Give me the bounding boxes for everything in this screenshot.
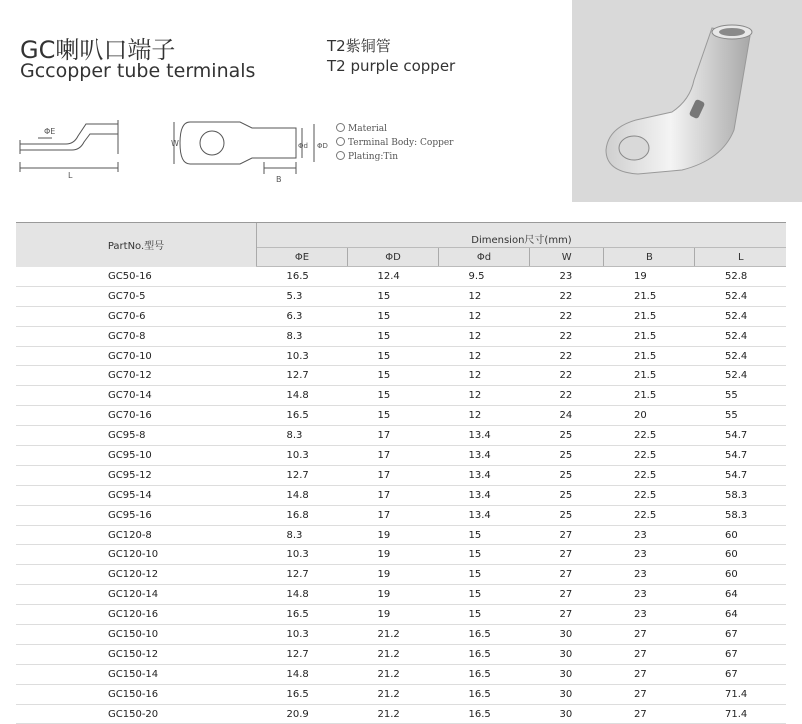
dimension-cell: 60 bbox=[695, 565, 786, 585]
dimension-cell: 23 bbox=[604, 585, 695, 605]
part-number-cell: GC150-12 bbox=[16, 644, 257, 664]
part-number-cell: GC70-8 bbox=[16, 326, 257, 346]
dimension-cell: 54.7 bbox=[695, 426, 786, 446]
dimension-cell: 12 bbox=[439, 386, 530, 406]
part-number-cell: GC70-14 bbox=[16, 386, 257, 406]
dimension-cell: 27 bbox=[530, 585, 604, 605]
table-row bbox=[16, 505, 786, 525]
dimension-cell: 16.5 bbox=[439, 684, 530, 704]
dimension-cell: 21.5 bbox=[604, 386, 695, 406]
dimension-cell: 16.8 bbox=[257, 505, 348, 525]
dimension-cell: 67 bbox=[695, 625, 786, 645]
dimension-cell: 15 bbox=[439, 565, 530, 585]
dimension-cell: 21.5 bbox=[604, 306, 695, 326]
dimension-cell: 52.4 bbox=[695, 346, 786, 366]
part-number-cell: GC150-14 bbox=[16, 664, 257, 684]
dimension-cell: 30 bbox=[530, 625, 604, 645]
dimension-cell: 52.4 bbox=[695, 286, 786, 306]
table-row bbox=[16, 426, 786, 446]
dimension-cell: 54.7 bbox=[695, 465, 786, 485]
dimension-cell: 21.2 bbox=[348, 664, 439, 684]
dimension-cell: 27 bbox=[530, 545, 604, 565]
dimension-cell: 27 bbox=[530, 565, 604, 585]
part-number-header: PartNo.型号 bbox=[16, 223, 257, 267]
table-row bbox=[16, 644, 786, 664]
part-number-cell: GC95-16 bbox=[16, 505, 257, 525]
dimension-cell: 25 bbox=[530, 465, 604, 485]
dimension-cell: 15 bbox=[439, 525, 530, 545]
table-row bbox=[16, 267, 786, 287]
dimension-cell: 52.4 bbox=[695, 306, 786, 326]
dimension-cell: 15 bbox=[439, 545, 530, 565]
copper-lug-image bbox=[572, 0, 802, 202]
column-header: ΦD bbox=[348, 248, 439, 267]
dimension-cell: 23 bbox=[604, 525, 695, 545]
dimension-cell: 15 bbox=[348, 366, 439, 386]
dimension-cell: 22.5 bbox=[604, 485, 695, 505]
dimension-cell: 55 bbox=[695, 386, 786, 406]
dimension-cell: 19 bbox=[604, 267, 695, 287]
dimension-cell: 25 bbox=[530, 485, 604, 505]
dimension-cell: 17 bbox=[348, 426, 439, 446]
dimension-cell: 52.4 bbox=[695, 366, 786, 386]
table-row bbox=[16, 386, 786, 406]
dimension-cell: 13.4 bbox=[439, 485, 530, 505]
dimension-cell: 67 bbox=[695, 664, 786, 684]
dimension-cell: 23 bbox=[604, 565, 695, 585]
dimension-cell: 22 bbox=[530, 386, 604, 406]
label-W: W bbox=[171, 139, 179, 148]
dimension-cell: 14.8 bbox=[257, 585, 348, 605]
dimension-cell: 23 bbox=[530, 267, 604, 287]
dimension-cell: 13.4 bbox=[439, 465, 530, 485]
dimension-cell: 16.5 bbox=[257, 406, 348, 426]
dimension-cell: 6.3 bbox=[257, 306, 348, 326]
column-header: ΦE bbox=[257, 248, 348, 267]
dimension-cell: 16.5 bbox=[439, 664, 530, 684]
part-number-cell: GC120-10 bbox=[16, 545, 257, 565]
part-number-cell: GC120-12 bbox=[16, 565, 257, 585]
table-row bbox=[16, 446, 786, 466]
dimension-cell: 22.5 bbox=[604, 426, 695, 446]
label-phiD: ΦD bbox=[317, 142, 328, 150]
dimension-cell: 67 bbox=[695, 644, 786, 664]
dimension-cell: 60 bbox=[695, 525, 786, 545]
dimension-cell: 12.7 bbox=[257, 565, 348, 585]
dimension-cell: 27 bbox=[604, 704, 695, 724]
table-row bbox=[16, 565, 786, 585]
part-number-cell: GC95-10 bbox=[16, 446, 257, 466]
dimension-cell: 12 bbox=[439, 366, 530, 386]
dimension-cell: 24 bbox=[530, 406, 604, 426]
dimension-cell: 12.7 bbox=[257, 465, 348, 485]
side-view-drawing bbox=[16, 110, 146, 180]
dimension-cell: 17 bbox=[348, 485, 439, 505]
dimension-cell: 19 bbox=[348, 585, 439, 605]
dimension-cell: 22 bbox=[530, 286, 604, 306]
part-number-cell: GC70-10 bbox=[16, 346, 257, 366]
dimension-cell: 12.4 bbox=[348, 267, 439, 287]
dimension-cell: 8.3 bbox=[257, 326, 348, 346]
top-view-drawing bbox=[168, 112, 333, 187]
dimension-cell: 10.3 bbox=[257, 346, 348, 366]
dimension-cell: 15 bbox=[348, 406, 439, 426]
column-header: W bbox=[530, 248, 604, 267]
dimension-cell: 5.3 bbox=[257, 286, 348, 306]
dimension-cell: 10.3 bbox=[257, 545, 348, 565]
dimension-cell: 25 bbox=[530, 446, 604, 466]
dimension-cell: 58.3 bbox=[695, 485, 786, 505]
table-row bbox=[16, 406, 786, 426]
spec-material: Material bbox=[336, 122, 453, 136]
dimension-cell: 25 bbox=[530, 426, 604, 446]
table-row bbox=[16, 605, 786, 625]
dimension-cell: 16.5 bbox=[439, 704, 530, 724]
dimension-cell: 10.3 bbox=[257, 446, 348, 466]
table-row bbox=[16, 525, 786, 545]
label-phiE: ΦE bbox=[44, 127, 56, 136]
dimension-cell: 16.5 bbox=[257, 684, 348, 704]
part-number-cell: GC95-14 bbox=[16, 485, 257, 505]
bullet-icon bbox=[336, 137, 345, 146]
dimension-cell: 13.4 bbox=[439, 446, 530, 466]
dimension-cell: 12.7 bbox=[257, 366, 348, 386]
table-row bbox=[16, 366, 786, 386]
part-number-cell: GC120-16 bbox=[16, 605, 257, 625]
dimension-cell: 15 bbox=[348, 346, 439, 366]
label-B: B bbox=[276, 175, 282, 184]
dimension-cell: 52.4 bbox=[695, 326, 786, 346]
part-number-cell: GC120-8 bbox=[16, 525, 257, 545]
dimension-cell: 21.2 bbox=[348, 704, 439, 724]
part-number-cell: GC150-20 bbox=[16, 704, 257, 724]
dimension-cell: 52.8 bbox=[695, 267, 786, 287]
part-number-cell: GC95-12 bbox=[16, 465, 257, 485]
spec-plating: Plating:Tin bbox=[336, 150, 453, 164]
dimension-cell: 21.5 bbox=[604, 286, 695, 306]
dimension-cell: 16.5 bbox=[257, 605, 348, 625]
page-title-cn: GC喇叭口端子 bbox=[20, 36, 176, 64]
part-number-cell: GC70-5 bbox=[16, 286, 257, 306]
dimension-cell: 13.4 bbox=[439, 426, 530, 446]
dimension-cell: 27 bbox=[604, 664, 695, 684]
dimension-cell: 19 bbox=[348, 605, 439, 625]
part-number-cell: GC120-14 bbox=[16, 585, 257, 605]
dimension-cell: 22.5 bbox=[604, 505, 695, 525]
dimension-cell: 55 bbox=[695, 406, 786, 426]
dimension-cell: 27 bbox=[530, 605, 604, 625]
product-photo bbox=[572, 0, 802, 202]
dimension-cell: 21.5 bbox=[604, 346, 695, 366]
dimension-cell: 30 bbox=[530, 704, 604, 724]
label-phid: Φd bbox=[298, 142, 308, 150]
table-row bbox=[16, 585, 786, 605]
dimension-cell: 15 bbox=[439, 585, 530, 605]
table-row bbox=[16, 704, 786, 724]
dimension-cell: 10.3 bbox=[257, 625, 348, 645]
material-cn: T2紫铜管 bbox=[327, 37, 391, 55]
dimension-cell: 27 bbox=[604, 625, 695, 645]
dimension-cell: 21.5 bbox=[604, 326, 695, 346]
dimension-cell: 19 bbox=[348, 525, 439, 545]
spec-body: Terminal Body: Copper bbox=[336, 136, 453, 150]
dimension-cell: 13.4 bbox=[439, 505, 530, 525]
dimension-cell: 17 bbox=[348, 465, 439, 485]
dimension-cell: 30 bbox=[530, 644, 604, 664]
label-L: L bbox=[68, 171, 73, 180]
dimension-cell: 19 bbox=[348, 565, 439, 585]
page-title-en: Gccopper tube terminals bbox=[20, 60, 256, 82]
dimension-cell: 15 bbox=[348, 286, 439, 306]
dimension-cell: 58.3 bbox=[695, 505, 786, 525]
dimension-table bbox=[16, 222, 786, 724]
dimension-cell: 17 bbox=[348, 505, 439, 525]
dimension-cell: 27 bbox=[604, 684, 695, 704]
dimension-cell: 64 bbox=[695, 585, 786, 605]
dimension-cell: 12.7 bbox=[257, 644, 348, 664]
dimension-cell: 12 bbox=[439, 326, 530, 346]
dimension-cell: 21.2 bbox=[348, 644, 439, 664]
dimension-cell: 60 bbox=[695, 545, 786, 565]
column-header: Φd bbox=[439, 248, 530, 267]
dimension-cell: 15 bbox=[348, 386, 439, 406]
table-row bbox=[16, 545, 786, 565]
dimension-cell: 19 bbox=[348, 545, 439, 565]
dimension-cell: 15 bbox=[348, 326, 439, 346]
dimension-cell: 12 bbox=[439, 346, 530, 366]
part-number-cell: GC70-16 bbox=[16, 406, 257, 426]
part-number-cell: GC95-8 bbox=[16, 426, 257, 446]
dimension-cell: 30 bbox=[530, 664, 604, 684]
bullet-icon bbox=[336, 151, 345, 160]
dimension-cell: 12 bbox=[439, 306, 530, 326]
material-en: T2 purple copper bbox=[327, 57, 456, 75]
table-row bbox=[16, 346, 786, 366]
dimension-cell: 27 bbox=[530, 525, 604, 545]
dimension-cell: 22.5 bbox=[604, 465, 695, 485]
part-number-cell: GC70-12 bbox=[16, 366, 257, 386]
column-header: B bbox=[604, 248, 695, 267]
dimension-cell: 20.9 bbox=[257, 704, 348, 724]
part-number-cell: GC150-10 bbox=[16, 625, 257, 645]
dimension-cell: 22 bbox=[530, 346, 604, 366]
dimension-cell: 9.5 bbox=[439, 267, 530, 287]
dimension-cell: 23 bbox=[604, 545, 695, 565]
table-row bbox=[16, 625, 786, 645]
dimension-cell: 22 bbox=[530, 326, 604, 346]
dimension-cell: 15 bbox=[348, 306, 439, 326]
dimension-cell: 12 bbox=[439, 406, 530, 426]
dimension-cell: 21.5 bbox=[604, 366, 695, 386]
table-row bbox=[16, 326, 786, 346]
dimension-cell: 27 bbox=[604, 644, 695, 664]
spec-notes bbox=[336, 122, 453, 164]
dimension-cell: 22 bbox=[530, 306, 604, 326]
dimension-cell: 22 bbox=[530, 366, 604, 386]
dimension-cell: 8.3 bbox=[257, 426, 348, 446]
dimension-cell: 22.5 bbox=[604, 446, 695, 466]
dimension-cell: 71.4 bbox=[695, 684, 786, 704]
part-number-cell: GC70-6 bbox=[16, 306, 257, 326]
dimension-cell: 14.8 bbox=[257, 664, 348, 684]
dimension-cell: 16.5 bbox=[439, 644, 530, 664]
part-number-cell: GC50-16 bbox=[16, 267, 257, 287]
dimension-cell: 21.2 bbox=[348, 684, 439, 704]
table-row bbox=[16, 465, 786, 485]
table-row bbox=[16, 286, 786, 306]
dimension-cell: 54.7 bbox=[695, 446, 786, 466]
dimension-cell: 15 bbox=[439, 605, 530, 625]
dimension-cell: 8.3 bbox=[257, 525, 348, 545]
dimension-cell: 30 bbox=[530, 684, 604, 704]
dimension-cell: 23 bbox=[604, 605, 695, 625]
dimension-cell: 64 bbox=[695, 605, 786, 625]
dimension-cell: 25 bbox=[530, 505, 604, 525]
dimension-cell: 21.2 bbox=[348, 625, 439, 645]
dimension-cell: 16.5 bbox=[439, 625, 530, 645]
bullet-icon bbox=[336, 123, 345, 132]
dimension-cell: 12 bbox=[439, 286, 530, 306]
table-row bbox=[16, 306, 786, 326]
dimension-cell: 71.4 bbox=[695, 704, 786, 724]
dimension-cell: 14.8 bbox=[257, 485, 348, 505]
part-number-cell: GC150-16 bbox=[16, 684, 257, 704]
table-row bbox=[16, 684, 786, 704]
dimension-cell: 14.8 bbox=[257, 386, 348, 406]
dimension-cell: 20 bbox=[604, 406, 695, 426]
column-header: L bbox=[695, 248, 786, 267]
table-row bbox=[16, 485, 786, 505]
table-row bbox=[16, 664, 786, 684]
dimension-group-header: Dimension尺寸(mm) bbox=[257, 223, 787, 248]
dimension-cell: 17 bbox=[348, 446, 439, 466]
dimension-cell: 16.5 bbox=[257, 267, 348, 287]
